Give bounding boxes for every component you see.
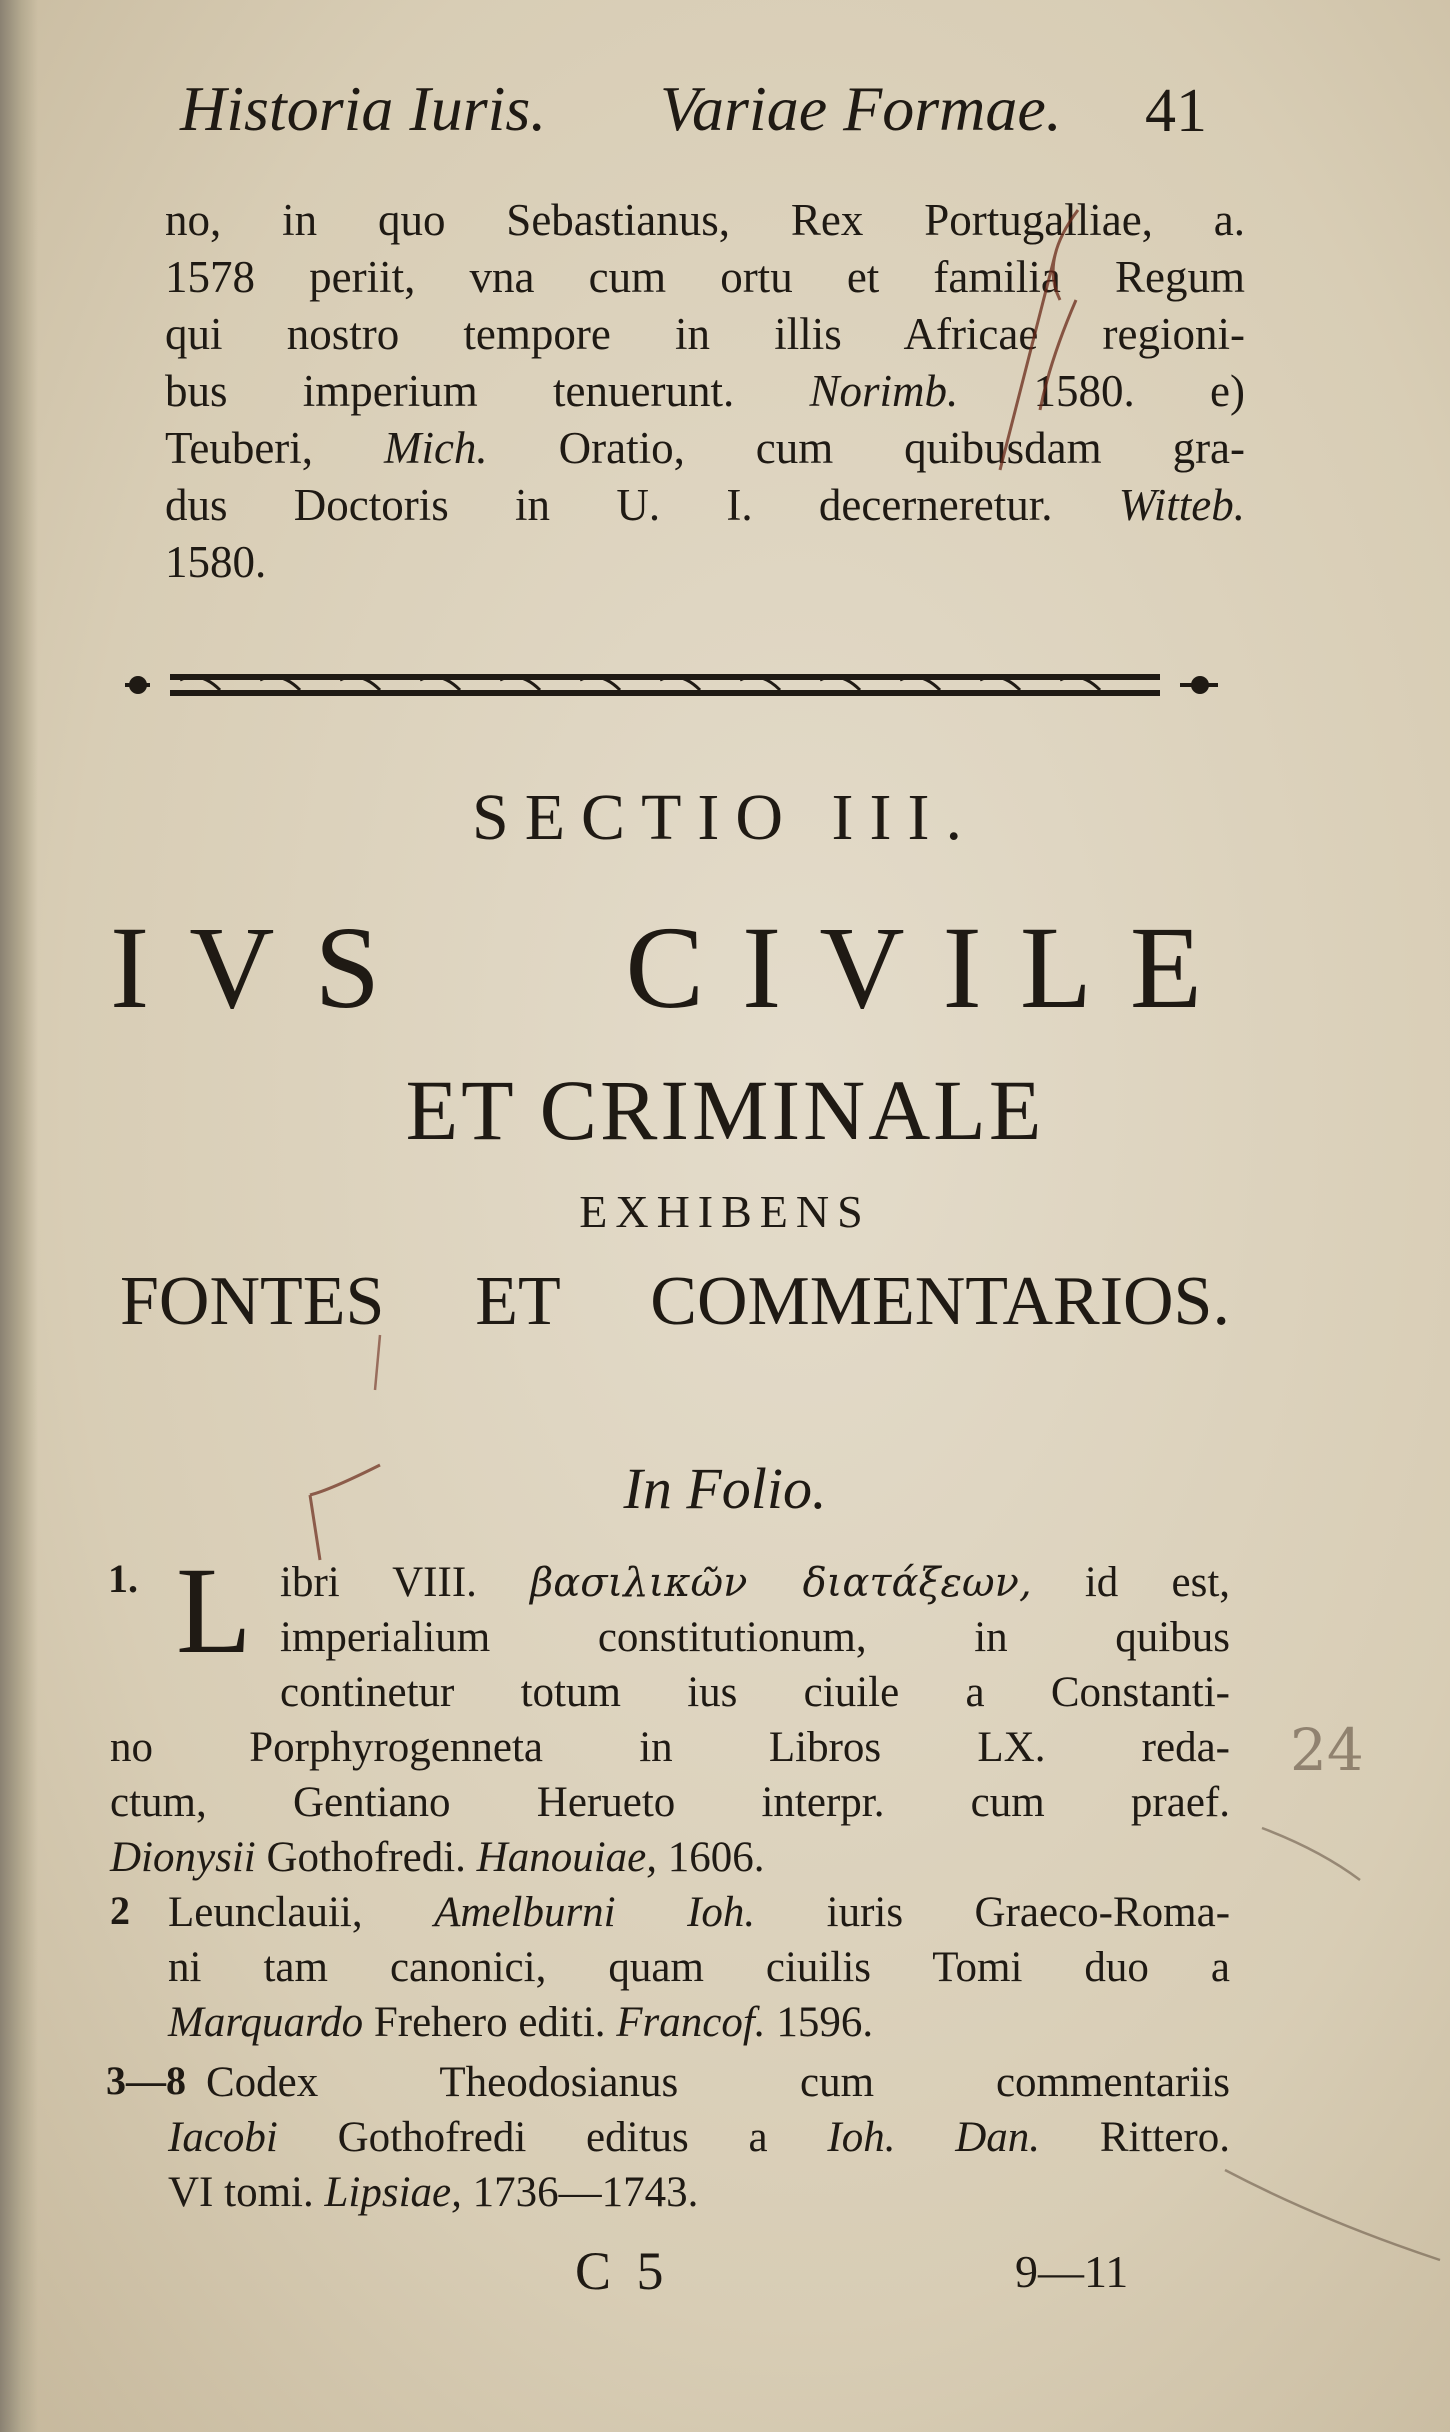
editor-forename: Marquardo — [168, 1999, 364, 2046]
place-name: Lipsiae, — [324, 2169, 462, 2216]
text-line — [165, 363, 1245, 420]
entry-1 — [108, 1542, 1231, 1885]
place-name: Francof. — [616, 1999, 766, 2046]
section-title — [110, 900, 1240, 1040]
author-name: Gothofredi. — [266, 1834, 466, 1881]
section-exhibens: EXHIBENS — [579, 1186, 871, 1237]
text-run: id est, — [1084, 1559, 1231, 1606]
entry-number: 2 — [110, 1888, 130, 1933]
page-number: 41 — [1145, 77, 1207, 145]
text-line: qui nostro tempore in illis Africae regioni- — [165, 309, 1245, 359]
text-line: no Porphyrogenneta in Libros LX. reda- — [110, 1724, 1230, 1771]
text-line — [168, 2110, 1230, 2165]
author-forename: Iacobi — [168, 2114, 278, 2161]
text-line — [110, 1555, 1230, 1610]
text-run: Frehero editi. — [373, 1999, 606, 2046]
entry-body — [110, 2055, 1230, 2220]
running-head-left: Historia Iuris. — [180, 73, 547, 144]
text-line — [168, 2165, 1230, 2220]
place-name: Norimb. — [809, 366, 959, 416]
place-name: Witteb. — [1118, 480, 1246, 530]
text-line: imperialium constitutionum, in quibus — [280, 1614, 1230, 1661]
text-line: 1580. — [165, 537, 267, 587]
author-name: Leunclauii, — [168, 1889, 363, 1936]
entry-number: 1. — [108, 1556, 138, 1601]
entry-body — [110, 1885, 1230, 2050]
text-run: dus Doctoris in U. I. decerneretur. — [165, 480, 1053, 530]
text-run: iuris Graeco-Roma- — [826, 1889, 1231, 1936]
author-forename: Amelburni Ioh. — [434, 1889, 756, 1936]
year-range: 1736—1743. — [472, 2169, 699, 2216]
running-head-middle: Variae Formae. — [660, 73, 1062, 144]
text-run: bus imperium tenuerunt. — [165, 366, 735, 416]
text-line: Codex Theodosianus cum commentariis — [206, 2059, 1230, 2106]
text-line — [165, 420, 1245, 477]
text-line: ctum, Gentiano Herueto interpr. cum praef. — [110, 1779, 1230, 1826]
text-line: continetur totum ius ciuile a Constanti- — [280, 1669, 1230, 1716]
ornamental-rule — [120, 660, 1220, 710]
section-fontes: FONTES ET COMMENTARIOS. — [120, 1263, 1230, 1340]
drop-capital: L — [176, 1542, 252, 1679]
section-label: SECTIO III. — [472, 781, 978, 854]
entry-2 — [110, 1885, 1230, 2050]
margin-note: 24 — [1290, 1716, 1364, 1784]
title-word-civile: CIVILE — [625, 902, 1240, 1033]
entry-3 — [106, 2055, 1230, 2220]
section-subtitle: ET CRIMINALE — [405, 1062, 1045, 1158]
text-line — [168, 1885, 1230, 1940]
format-heading: In Folio. — [623, 1456, 827, 1521]
text-run: ibri VIII. — [280, 1559, 477, 1606]
text-line — [110, 1830, 1230, 1885]
previous-section-text — [165, 192, 1245, 591]
signature-mark: C 5 — [575, 2241, 670, 2301]
title-word-ius: IVS — [110, 902, 421, 1033]
text-run: VI tomi. — [168, 2169, 314, 2216]
year: 1606. — [667, 1834, 765, 1881]
year: 1596. — [776, 1999, 874, 2046]
text-line: ni tam canonici, quam ciuilis Tomi duo a — [168, 1944, 1230, 1991]
editor-name: Rittero. — [1099, 2114, 1230, 2161]
text-line — [165, 477, 1245, 534]
catchword: 9—11 — [1015, 2246, 1129, 2297]
text-run: Oratio, cum quibusdam gra- — [558, 423, 1246, 473]
author-forename: Mich. — [383, 423, 488, 473]
entry-number: 3—8 — [106, 2058, 186, 2103]
author-forename: Dionysii — [110, 1834, 256, 1881]
author-name: Teuberi, — [165, 423, 314, 473]
text-line: no, in quo Sebastianus, Rex Portugalliae, a. — [165, 195, 1245, 245]
greek-title: βασιλικῶν διατάξεων, — [530, 1560, 1032, 1606]
place-name: Hanouiae, — [476, 1834, 657, 1881]
text-run: 1580. e) — [1033, 366, 1245, 416]
text-run: Gothofredi editus a — [337, 2114, 768, 2161]
running-head — [180, 72, 1230, 162]
text-line — [168, 1995, 1230, 2050]
editor-forename: Ioh. Dan. — [827, 2114, 1041, 2161]
text-line: 1578 periit, vna cum ortu et familia Regum — [165, 252, 1245, 302]
